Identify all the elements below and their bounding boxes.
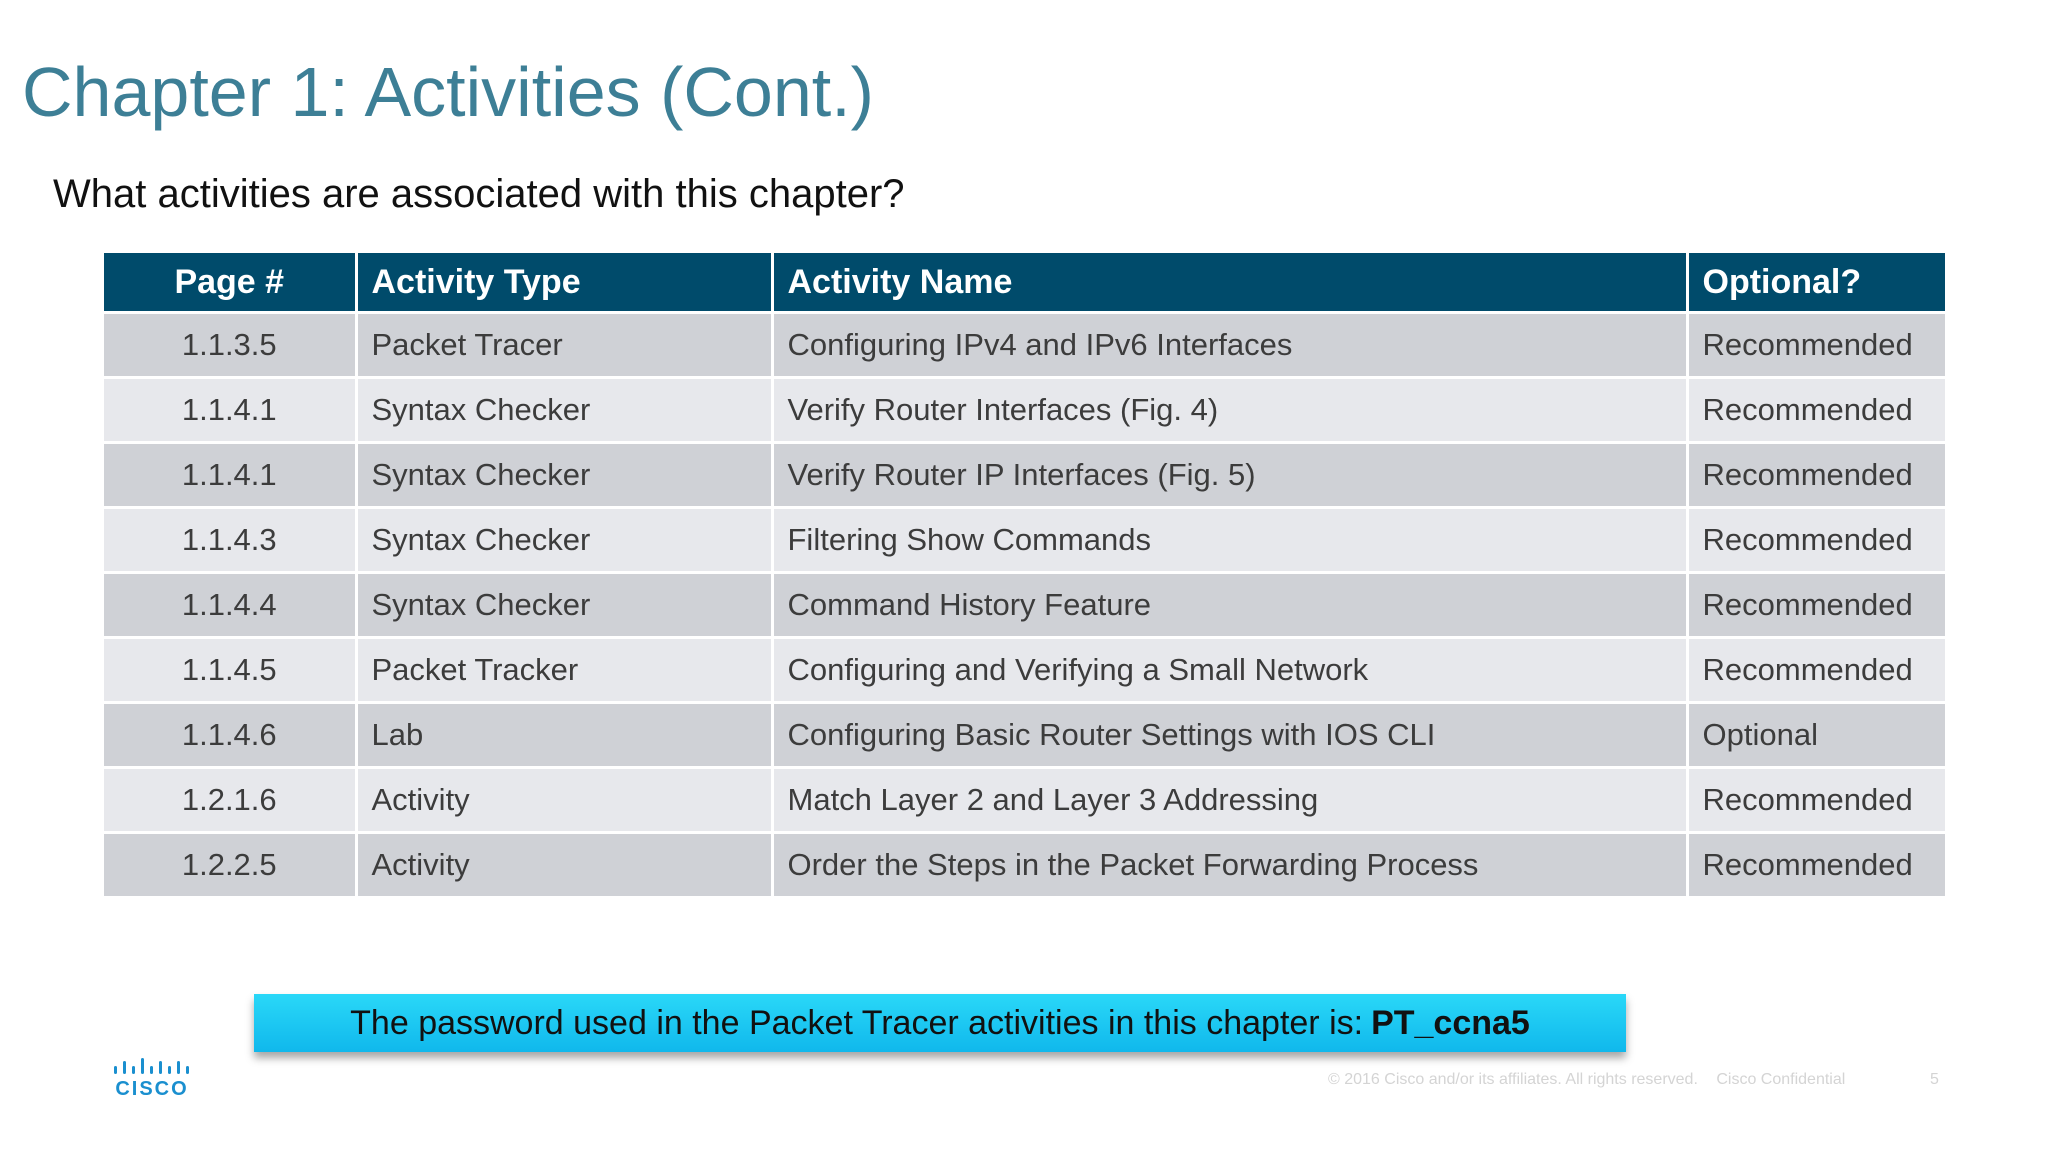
table-row: [104, 638, 1946, 703]
cell-activity-name: Configuring and Verifying a Small Network: [772, 638, 1687, 703]
table-row: [104, 378, 1946, 443]
table-row: [104, 833, 1946, 898]
cell-activity-name: Command History Feature: [772, 573, 1687, 638]
cell-activity-type: Syntax Checker: [356, 573, 772, 638]
cell-activity-name: Match Layer 2 and Layer 3 Addressing: [772, 768, 1687, 833]
cell-optional: Recommended: [1687, 638, 1946, 703]
table-header-row: [104, 253, 1946, 313]
table-row: [104, 313, 1946, 378]
cell-activity-type: Activity: [356, 768, 772, 833]
footer-copyright: © 2016 Cisco and/or its affiliates. All rights reserved.: [1328, 1071, 1698, 1088]
cell-optional: Recommended: [1687, 508, 1946, 573]
cell-activity-type: Activity: [356, 833, 772, 898]
slide-page-number: 5: [1930, 1071, 1939, 1088]
cisco-logo-text: CISCO: [115, 1078, 189, 1100]
cisco-bridge-icon: [112, 1056, 192, 1078]
cell-activity-type: Packet Tracer: [356, 313, 772, 378]
table-row: [104, 703, 1946, 768]
table-row: [104, 573, 1946, 638]
password-text: The password used in the Packet Tracer activities in this chapter is:: [350, 1003, 1364, 1042]
cell-activity-name: Filtering Show Commands: [772, 508, 1687, 573]
cell-activity-type: Packet Tracker: [356, 638, 772, 703]
cell-activity-type: Syntax Checker: [356, 378, 772, 443]
slide-subtitle: What activities are associated with this chapter?: [53, 172, 905, 216]
header-activity-name: Activity Name: [772, 253, 1687, 313]
password-value: PT_ccna5: [1371, 1003, 1530, 1042]
footer-confidential: Cisco Confidential: [1716, 1071, 1846, 1088]
cell-activity-name: Order the Steps in the Packet Forwarding Process: [772, 833, 1687, 898]
cell-optional: Recommended: [1687, 443, 1946, 508]
cell-page-number: 1.1.4.1: [104, 443, 356, 508]
cell-activity-name: Verify Router Interfaces (Fig. 4): [772, 378, 1687, 443]
cell-page-number: 1.1.4.3: [104, 508, 356, 573]
cell-page-number: 1.1.4.4: [104, 573, 356, 638]
cell-page-number: 1.1.4.6: [104, 703, 356, 768]
header-page-number: Page #: [104, 253, 356, 313]
slide-title: Chapter 1: Activities (Cont.): [22, 53, 874, 131]
cell-activity-type: Lab: [356, 703, 772, 768]
cell-optional: Recommended: [1687, 833, 1946, 898]
footer-legal: [1328, 1071, 1859, 1089]
table-row: [104, 443, 1946, 508]
cell-page-number: 1.2.2.5: [104, 833, 356, 898]
table-row: [104, 768, 1946, 833]
header-optional: Optional?: [1687, 253, 1946, 313]
cell-page-number: 1.1.3.5: [104, 313, 356, 378]
cell-optional: Recommended: [1687, 768, 1946, 833]
cell-page-number: 1.2.1.6: [104, 768, 356, 833]
cell-optional: Optional: [1687, 703, 1946, 768]
cell-activity-name: Configuring Basic Router Settings with IOS CLI: [772, 703, 1687, 768]
password-callout: [254, 994, 1626, 1052]
cell-activity-name: Configuring IPv4 and IPv6 Interfaces: [772, 313, 1687, 378]
header-activity-type: Activity Type: [356, 253, 772, 313]
cisco-logo: [112, 1056, 192, 1100]
cell-page-number: 1.1.4.5: [104, 638, 356, 703]
cell-optional: Recommended: [1687, 573, 1946, 638]
cell-activity-type: Syntax Checker: [356, 443, 772, 508]
cell-optional: Recommended: [1687, 378, 1946, 443]
cell-activity-type: Syntax Checker: [356, 508, 772, 573]
table-row: [104, 508, 1946, 573]
cell-activity-name: Verify Router IP Interfaces (Fig. 5): [772, 443, 1687, 508]
cell-page-number: 1.1.4.1: [104, 378, 356, 443]
activities-table: [104, 253, 1948, 899]
cell-optional: Recommended: [1687, 313, 1946, 378]
